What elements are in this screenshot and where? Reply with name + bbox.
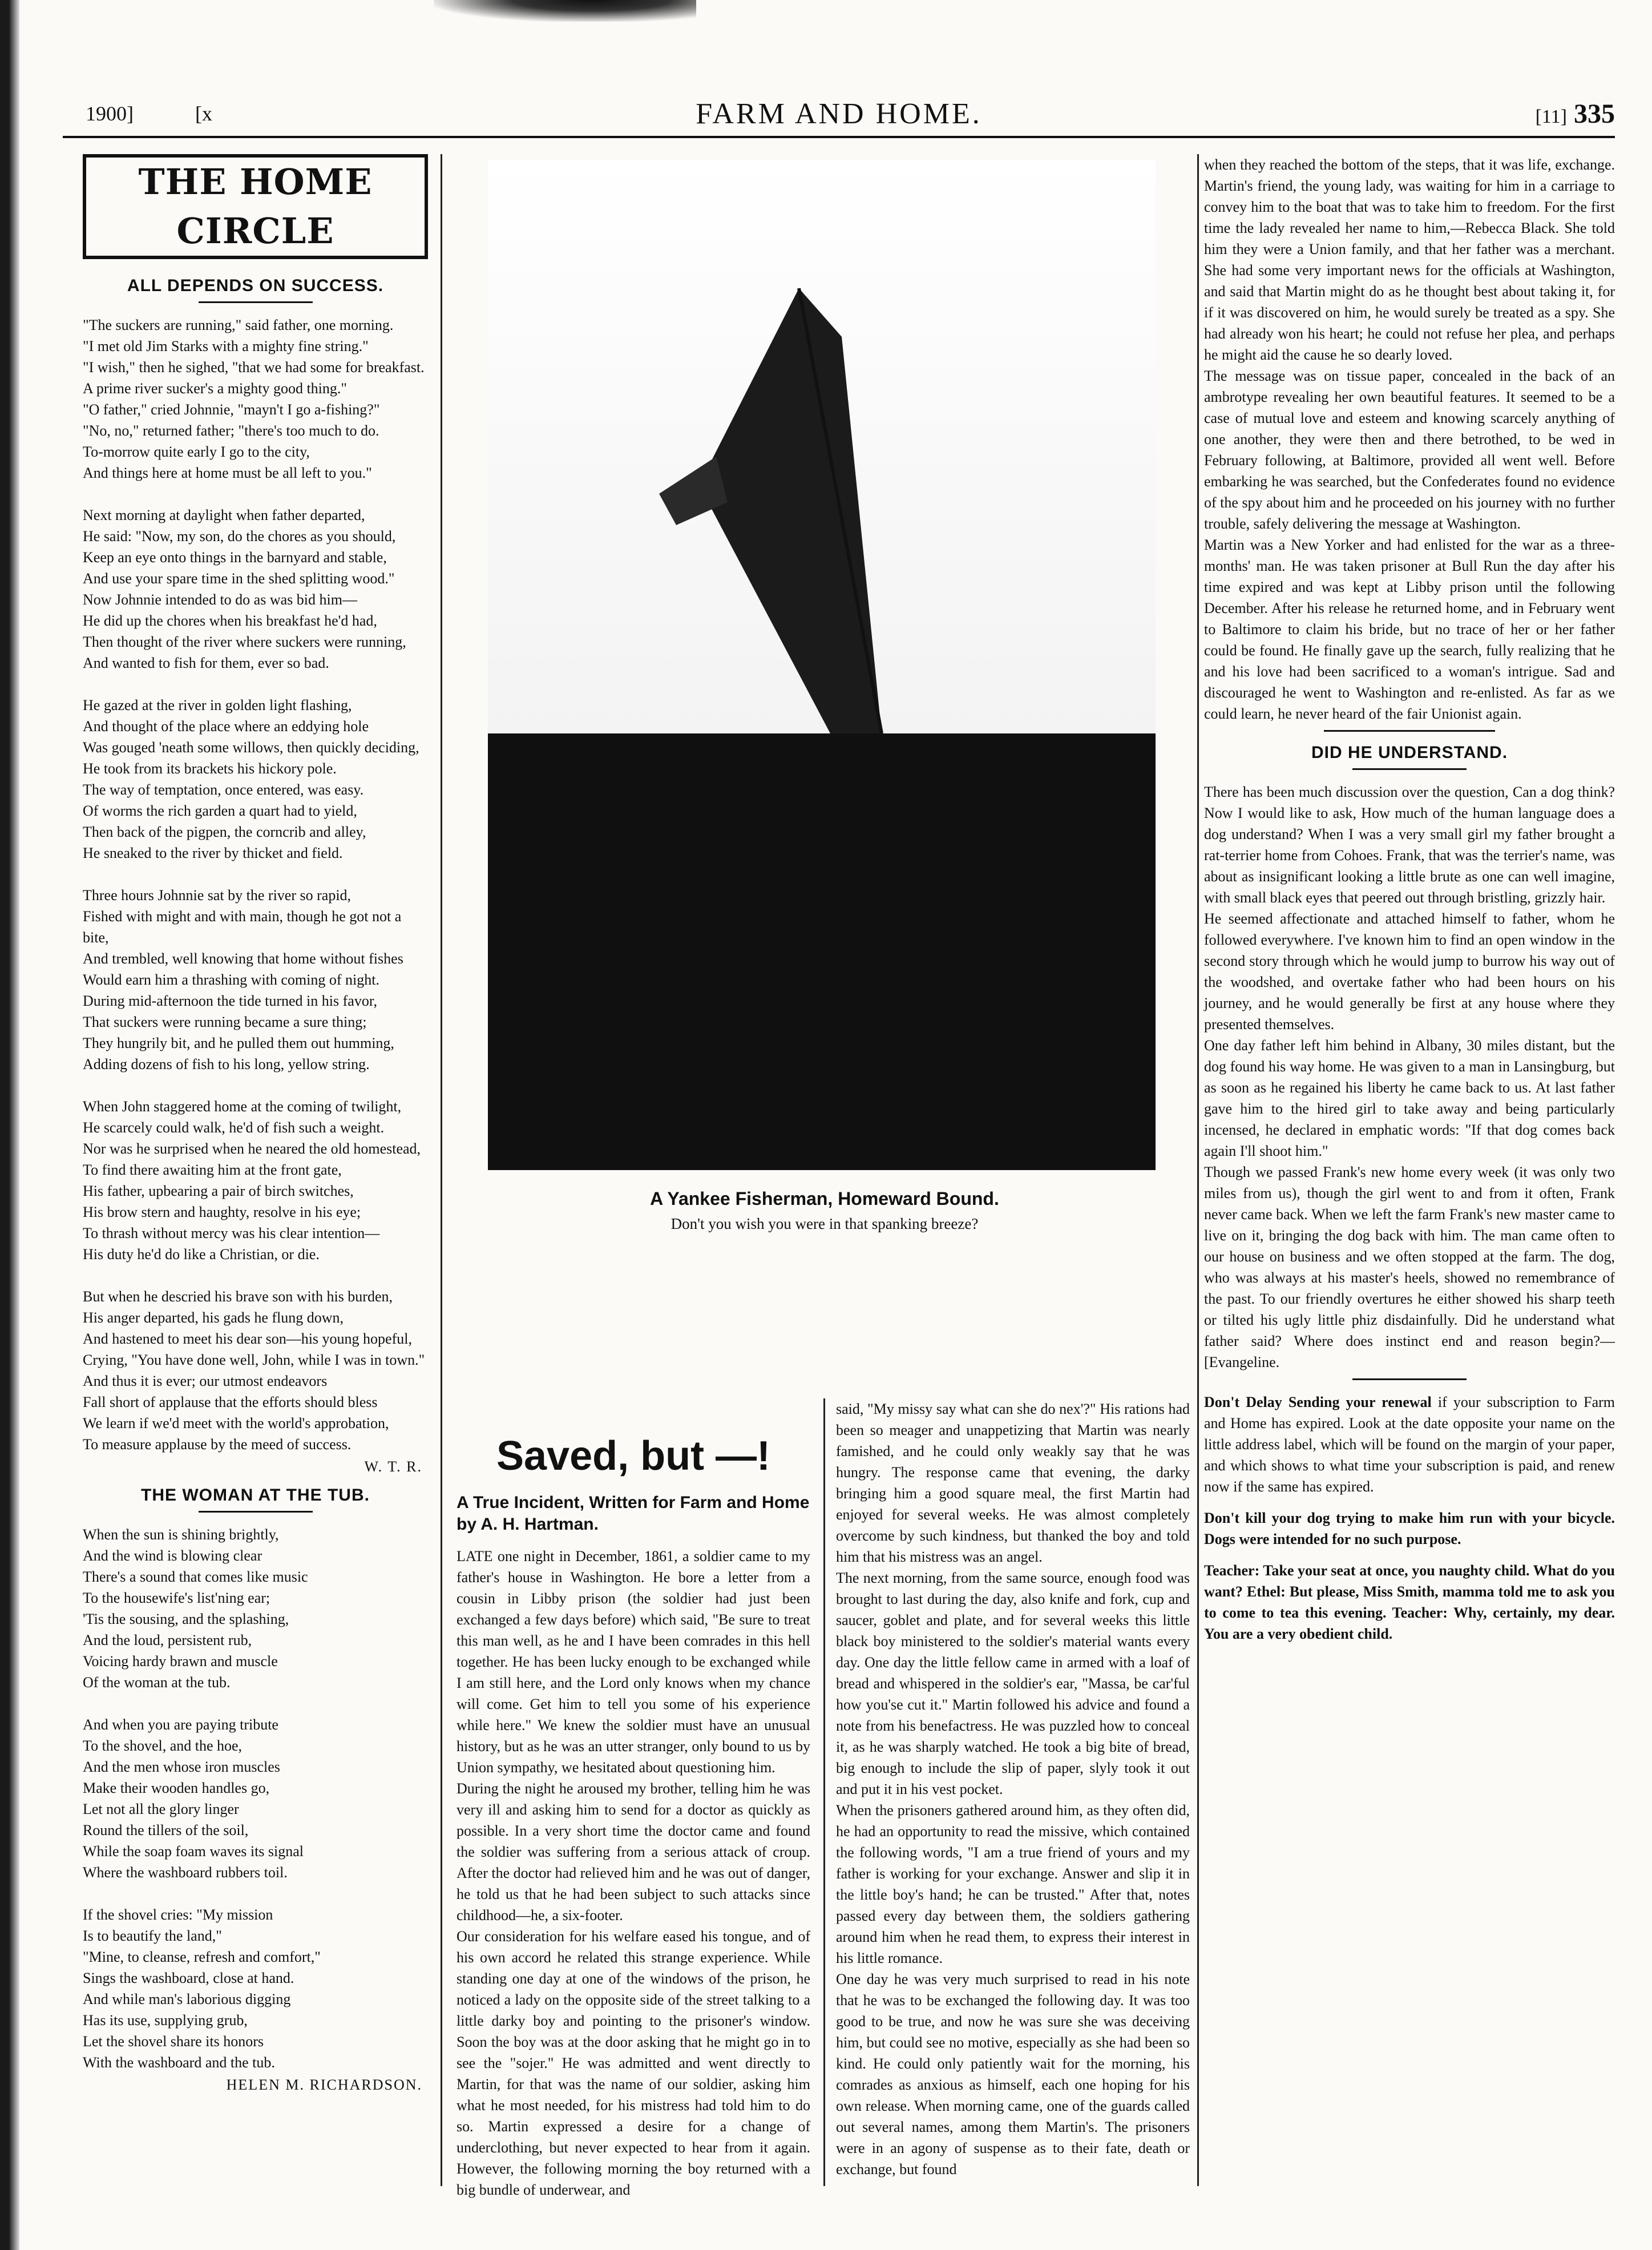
divider xyxy=(1352,768,1467,770)
header-right-mark: [11] xyxy=(1535,106,1567,127)
story-column-b xyxy=(836,1398,1190,2180)
story-text-b: said, "My missy say what can she do nex'?" His rations had been so meager and unappetizing that Martin was nearly famished, and he could only weakly say that he was hungry. The response came that evening, the darky bringing him a good square meal, the first Martin had enjoyed for several weeks. He was almost completely overcome by such kindness, but thanked the boy and told him that his mistress was an angel. The next morning, from the same source, enough food was brought to last during the day, also knife and fork, cup and saucer, goblet and plate, and for several weeks this little black boy ministered to the soldier's material wants every day. One day the little fellow came in armed with a loaf of bread and whispered in the soldier's ear, "Massa, be car'ful how you'se cut it." Martin followed his advice and found a note from his benefactress. He was puzzled how to conceal it, as he was sharply watched. He took a big bite of bread, big enough to include the slip of paper, slyly took it out and put it in his vest pocket. When the prisoners gathered around him, as they often did, he had an opportunity to read the missive, which contained the following words, "I am a true friend of yours and my father is working for your exchange. Answer and slip it in the little boy's hand; he can be trusted." After that, notes passed every day between them, the soldiers gathering around him when he read them, to express their interest in his little romance. One day he was very much surprised to read in his note that he was to be exchanged the following day. It was too good to be true, and now he was sure she was deceiving him, but could see no motive, especially as she had been so kind. He could only patiently wait for the morning, his comrades as anxious as himself, each one hoping for his own release. When morning came, one of the guards called out several names, among them Martin's. The prisoners were in an agony of suspense as to their fate, death or exchange, but found xyxy=(836,1401,1190,2178)
notice-renewal: Don't Delay Sending your renewal if your subscription to Farm and Home has expired. Look at the date opposite your name on the little address label, which will be found on the margin of your paper, and which shows to what time your subscription is paid, and renew now if the same has expired. xyxy=(1204,1394,1615,1495)
photo-subcaption: Don't you wish you were in that spanking breeze? xyxy=(671,1215,979,1232)
header-rule xyxy=(63,136,1615,138)
poem-author-2: HELEN M. RICHARDSON. xyxy=(226,2076,422,2093)
poem-title-2: THE WOMAN AT THE TUB. xyxy=(141,1486,370,1505)
column-left xyxy=(83,154,428,2186)
column-center xyxy=(457,154,1193,2198)
sailboat-photo xyxy=(488,160,1156,1170)
header-left-mark: [x xyxy=(195,102,212,125)
story-subtitle: A True Incident, Written for Farm and Home by A. H. Hartman. xyxy=(457,1493,810,1534)
notice-dog: Don't kill your dog trying to make him run with your bicycle. Dogs were intended for no such purpose. xyxy=(1204,1510,1615,1547)
story-text-c: when they reached the bottom of the steps, that it was life, exchange. Martin's friend, the young lady, was waiting for him in a carriage to convey him to the boat that was to take him to freedom. For the first time the lady revealed her name to him,—Rebecca Black. She told him they were a Union family, and that her father was a merchant. She had some very important news for the officials at Washington, and said that Martin might do as he thought best about taking it, for if it was discovered on him, he would surely be treated as a spy. She had already won his heart; he could not refuse her plea, and perhaps he might aid the cause he so dearly loved. The message was on tissue paper, concealed in the back of an ambrotype revealing her own beautiful features. It seemed to be a case of mutual love and esteem and knowing scarcely anything of one another, they were then and there betrothed, to be wed in February following, at Baltimore, provided all went well. Before embarking he was searched, but the Confederates found no evidence of the spy about him and he proceeded on his journey with no further trouble, safely delivering the message at Washington. Martin was a New Yorker and had enlisted for the war as a three-months' man. He was taken prisoner at Bull Run the day after his time expired and was kept at Libby prison until the following December. After his release he returned home, and in February went to Baltimore to claim his bride, but no trace of her or her father could be found. He finally gave up the search, fully realizing that he and his love had been sacrificed to a woman's intrigue. Sad and discouraged he went to Washington and re-enlisted. As far as we could learn, he never heard of the fair Unionist again. xyxy=(1204,156,1615,722)
scan-smudge xyxy=(434,0,696,22)
article-body: There has been much discussion over the question, Can a dog think? Now I would like to ask, How much of the human language does a dog understand? When I was a very small girl my father brought a rat-terrier home from Cohoes. Frank, that was the terrier's name, was about as insignificant looking a little brute as one can well imagine, with small black eyes that peered out through bristling, grizzly hair. He seemed affectionate and attached himself to father, whom he followed everywhere. I've known him to find an open window in the second story through which he would jump to burrow his way out of the woodshed, and overtake father who had been hours on his journey, and he would generally be first at any house where they presented themselves. One day father left him behind in Albany, 30 miles distant, but the dog found his way home. He was given to a man in Lansingburg, but as soon as he regained his liberty he came back to us. At last father gave him to the hired girl to take away and being particularly incensed, he declared in emphatic words: "If that dog comes back again I'll shoot him." Though we passed Frank's new home every week (it was only two miles from us), though the girl went to and from it often, Frank never came back. When we left the farm Frank's new master came to live on it, bringing the dog back with him. The man came often to our house on business and we often stopped at the farm. The dog, who was always at his master's heels, showed no remembrance of the past. To our friendly overtures he either showed his sharp teeth or tilted his ugly little phiz disdainfully. Did he understand what father said? Where does instinct end and reason begin?—[Evangeline. xyxy=(1204,784,1615,1370)
column-rule xyxy=(1197,154,1199,2186)
poem-body-2: When the sun is shining brightly, And the wind is blowing clear There's a sound that comes like music To the housewife's list'ning ear; 'Tis the sousing, and the splashing, And the loud, persistent rub, Voicing hardy brawn and muscle Of the woman at the tub. And when you are paying tribute To the shovel, and the hoe, And the men whose iron muscles Make their wooden handles go, Let not all the glory linger Round the tillers of the soil, While the soap foam waves its signal Where the washboard rubbers toil. If the shovel cries: "My mission Is to beautify the land," "Mine, to cleanse, refresh and comfort," Sings the washboard, close at hand. And while man's laborious digging Has its use, supplying grub, Let the shovel share its honors With the washboard and the tub. xyxy=(83,1526,321,2071)
column-rule xyxy=(441,154,442,2186)
notice-teacher: Teacher: Take your seat at once, you naughty child. What do you want? Ethel: But please, Miss Smith, mamma told me to ask you to come to tea this evening. Teacher: Why, certainly, my dear. You are a very obedient child. xyxy=(1204,1562,1615,1642)
page-header xyxy=(63,86,1615,131)
scan-edge xyxy=(0,0,19,2250)
poem-author: W. T. R. xyxy=(364,1458,422,1475)
divider xyxy=(199,301,313,303)
divider xyxy=(199,1511,313,1513)
poem-body: "The suckers are running," said father, one morning. "I met old Jim Starks with a mighty fine string." "I wish," then he sighed, "that we had some for breakfast. A prime river sucker's a mighty good thing." "O father," cried Johnnie, "mayn't I go a-fishing?" "No, no," returned father; "there's too much to do. To-morrow quite early I go to the city, And things here at home must be all left to you." Next morning at daylight when father departed, He said: "Now, my son, do the chores as you should, Keep an eye onto things in the barnyard and stable, And use your spare time in the shed splitting wood." Now Johnnie intended to do as was bid him— He did up the chores when his breakfast he'd had, Then thought of the river where suckers were running, And wanted to fish for them, ever so bad. He gazed at the river in golden light flashing, And thought of the place where an eddying hole Was gouged 'neath some willows, then quickly deciding, He took from its brackets his hickory pole. The way of temptation, once entered, was easy. Of worms the rich garden a quart had to yield, Then back of the pigpen, the corncrib and alley, He sneaked to the river by thicket and field. Three hours Johnnie sat by the river so rapid, Fished with might and with main, though he got not a bite, And trembled, well knowing that home without fishes Would earn him a thrashing with coming of night. During mid-afternoon the tide turned in his favor, That suckers were running became a sure thing; They hungrily bit, and he pulled them out humming, Adding dozens of fish to his long, yellow string. When John staggered home at the coming of twilight, He scarcely could walk, he'd of fish such a weight. Nor was he surprised when he neared the old homestead, To find there awaiting him at the front gate, His father, upbearing a pair of birch switches, His brow stern and haughty, resolve in his eye; To thrash without mercy was his clear intention— His duty he'd do like a Christian, or die. But when he descried his brave son with his burden, His anger departed, his gads he flung down, And hastened to meet his dear son—his young hopeful, Crying, "You have done well, John, while I was in town." And thus it is ever; our utmost endeavors Fall short of applause that the efforts should bless We learn if we'd meet with the world's approbation, To measure applause by the meed of success. xyxy=(83,317,425,1453)
column-rule xyxy=(823,1398,825,2186)
column-right xyxy=(1204,154,1615,2186)
story-column-a xyxy=(457,1398,810,2200)
sail-shape xyxy=(699,288,882,733)
section-banner: THE HOME CIRCLE xyxy=(83,154,428,259)
sailboat-illustration xyxy=(488,160,1156,1170)
divider xyxy=(1352,1378,1467,1380)
story-text-a: LATE one night in December, 1861, a soldier came to my father's house in Washington. He bore a letter from a cousin in Libby prison (the soldier had just been exchanged a few days before) which said, "Be sure to treat this man well, as he and I have been comrades in this hell together. He has been lucky enough to be exchanged while I am still here, and the Lord only knows when my chance will come. Get him to tell you some of his experience while here." We knew the soldier must have an unusual history, but as he was an utter stranger, only bound to us by Union sympathy, we hesitated about questioning him. During the night he aroused my brother, telling him he was very ill and asking him to send for a doctor as quickly as possible. In a very short time the doctor came and found the soldier was suffering from a serious attack of croup. After the doctor had relieved him and he was out of danger, he told us that he had been subject to such attacks since childhood—he, a six-footer. Our consideration for his welfare eased his tongue, and of his own accord he related this strange experience. While standing one day at one of the windows of the prison, he noticed a lady on the opposite side of the street talking to a little darky boy and pointing to the prisoner's window. Soon the boy was at the door asking that he might go in to see the "sojer." He was admitted and went directly to Martin, for that was the name of our soldier, asking him what he most needed, for his mistress had told him to do so. Martin expressed a desire for a change of underclothing, but never expected to hear from it again. However, the following morning the boy returned with a big bundle of underwear, and xyxy=(457,1548,810,2198)
header-year: 1900] [x xyxy=(86,102,212,125)
story-title: Saved, but —! xyxy=(496,1433,771,1479)
article-title: DID HE UNDERSTAND. xyxy=(1311,743,1508,762)
masthead-title: FARM AND HOME. xyxy=(696,98,982,130)
photo-caption: A Yankee Fisherman, Homeward Bound. xyxy=(650,1188,999,1209)
divider xyxy=(1324,730,1495,732)
header-page-number: [11] 335 xyxy=(1535,99,1615,129)
poem-title: ALL DEPENDS ON SUCCESS. xyxy=(127,276,384,295)
